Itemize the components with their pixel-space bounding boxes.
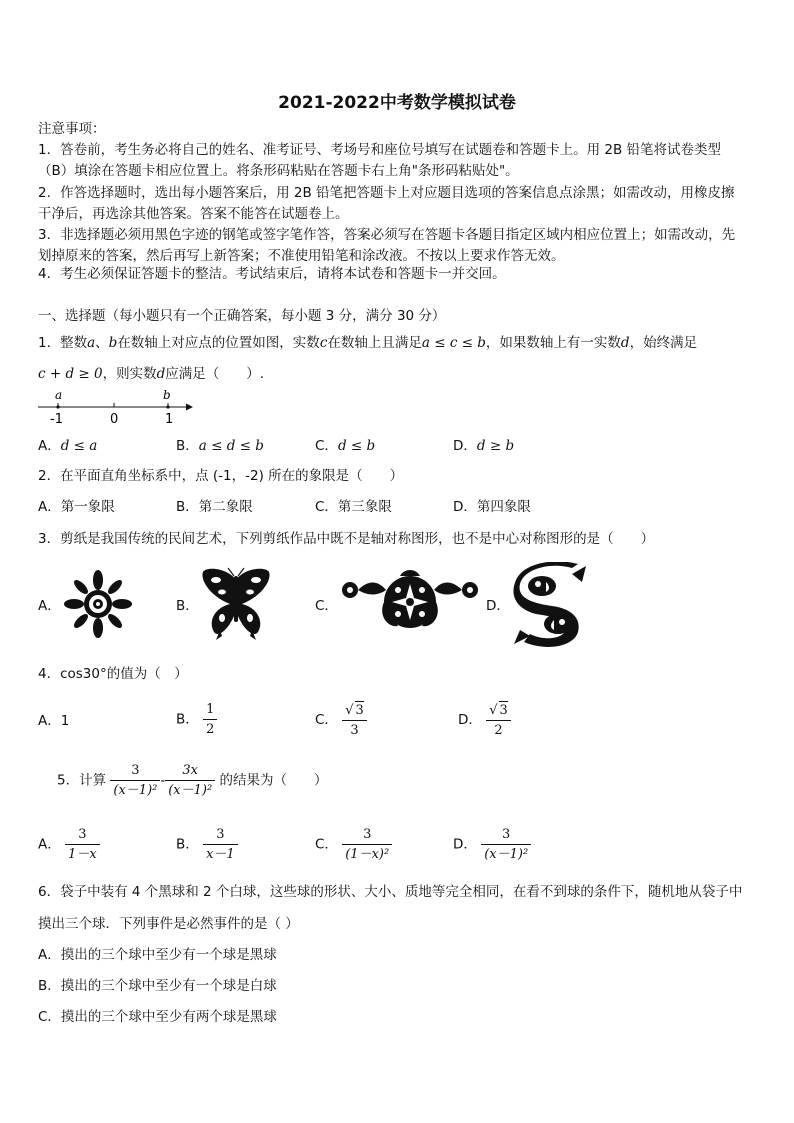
notice-heading: 注意事项： bbox=[38, 121, 106, 137]
notice-line: （B）填涂在答题卡相应位置上。将条形码粘贴在答题卡右上角"条形码粘贴处"。 bbox=[38, 163, 519, 179]
fraction: $\frac{3}{\text{(x－1)²}}$ bbox=[110, 762, 160, 799]
fraction: $\frac{1}{2}$ bbox=[203, 701, 217, 738]
q5-option-c: C． $\frac{3}{\text{(1－x)²}}$ bbox=[315, 826, 392, 863]
number-line-tick: 1 bbox=[165, 412, 174, 427]
butterfly-papercut-icon bbox=[200, 566, 272, 642]
notice-line: 2．作答选择题时，选出每小题答案后，用 2B 铅笔把答题卡上对应题目选项的答案信息点涂黑；如需改动，用橡皮擦 bbox=[38, 185, 735, 201]
notice-line: 4．考生必须保证答题卡的整洁。考试结束后，请将本试卷和答题卡一并交回。 bbox=[38, 266, 506, 282]
question-1-text-cont: c + d ≥ 0，则实数d应满足（ ）. bbox=[38, 366, 265, 382]
notice-line: 干净后，再选涂其他答案。答案不能答在试题卷上。 bbox=[38, 206, 349, 222]
q1-option-a: A．d ≤ a bbox=[38, 438, 98, 454]
q2-option-d: D．第四象限 bbox=[453, 499, 531, 515]
page-title: 2021-2022中考数学模拟试卷 bbox=[278, 93, 516, 113]
question-4-text: 4．cos30°的值为（ ） bbox=[38, 666, 188, 682]
question-1-text: 1．整数a、b在数轴上对应点的位置如图，实数c在数轴上且满足a ≤ c ≤ b，如果数轴上有一实数d，始终满足 bbox=[38, 335, 698, 351]
number-line-tick: -1 bbox=[50, 412, 63, 427]
notice-line: 3．非选择题必须用黑色字迹的钢笔或签字笔作答，答案必须写在答题卡各题目指定区域内相应位置上；如需改动，先 bbox=[38, 227, 736, 243]
number-line-label-b: b bbox=[163, 388, 171, 402]
fraction: $\frac{√ 3}{2}$ bbox=[486, 701, 511, 739]
notice-line: 划掉原来的答案，然后再写上新答案；不准使用铅笔和涂改液。不按以上要求作答无效。 bbox=[38, 248, 565, 264]
question-6-text-cont: 摸出三个球．下列事件是必然事件的是（ ） bbox=[38, 916, 299, 932]
q6-option-c: C．摸出的三个球中至少有两个球是黑球 bbox=[38, 1009, 277, 1025]
number-line-tick: 0 bbox=[110, 412, 119, 427]
q6-option-a: A．摸出的三个球中至少有一个球是黑球 bbox=[38, 947, 277, 963]
fraction: $\frac{3}{\text{(1－x)²}}$ bbox=[342, 826, 392, 863]
question-3-text: 3．剪纸是我国传统的民间艺术，下列剪纸作品中既不是轴对称图形，也不是中心对称图形的是（ ） bbox=[38, 531, 655, 547]
q1-option-b: B．a ≤ d ≤ b bbox=[176, 438, 264, 454]
fraction: $\frac{3x}{\text{(x－1)²}}$ bbox=[165, 762, 215, 799]
question-2-text: 2．在平面直角坐标系中，点 (-1，-2) 所在的象限是（ ） bbox=[38, 468, 404, 484]
q4-option-a: A．1 bbox=[38, 713, 70, 729]
fraction: $\frac{3}{\text{(x－1)²}}$ bbox=[481, 826, 531, 863]
fish-papercut-icon bbox=[512, 562, 588, 650]
q3-option-a: A． bbox=[38, 598, 61, 614]
q3-option-c: C． bbox=[315, 598, 338, 614]
flower-papercut-icon bbox=[64, 570, 132, 638]
q4-option-c: C． $\frac{√ 3}{3}$ bbox=[315, 701, 367, 739]
question-5-text: 5．计算 $\frac{3}{\text{(x－1)²}}$ - $\frac{3x}{\text{(x－1)²}}$ 的结果为（ ） bbox=[57, 763, 328, 798]
q3-option-d: D． bbox=[486, 598, 510, 614]
q4-option-d: D． $\frac{√ 3}{2}$ bbox=[458, 701, 511, 739]
q6-option-b: B．摸出的三个球中至少有一个球是白球 bbox=[38, 978, 277, 994]
lotus-papercut-icon bbox=[338, 566, 482, 636]
q4-option-b: B． $\frac{1}{2}$ bbox=[176, 701, 217, 738]
q2-option-a: A．第一象限 bbox=[38, 499, 115, 515]
q3-option-b: B． bbox=[176, 598, 199, 614]
number-line-figure bbox=[36, 386, 196, 428]
q1-option-c: C．d ≤ b bbox=[315, 438, 376, 454]
fraction: $\frac{3}{1-x}$ bbox=[65, 826, 100, 863]
q5-option-d: D． $\frac{3}{\text{(x－1)²}}$ bbox=[453, 826, 531, 863]
fraction: $\frac{3}{x-1}$ bbox=[203, 826, 238, 863]
fraction: $\frac{√ 3}{3}$ bbox=[342, 701, 367, 739]
question-6-text: 6．袋子中装有 4 个黑球和 2 个白球，这些球的形状、大小、质地等完全相同，在看不到球的条件下，随机地从袋子中 bbox=[38, 884, 743, 900]
q5-option-a: A． $\frac{3}{1-x}$ bbox=[38, 826, 100, 863]
q5-option-b: B． $\frac{3}{x-1}$ bbox=[176, 826, 238, 863]
number-line-label-a: a bbox=[55, 388, 63, 402]
q2-option-c: C．第三象限 bbox=[315, 499, 392, 515]
section-heading: 一、选择题（每小题只有一个正确答案，每小题 3 分，满分 30 分） bbox=[38, 308, 446, 324]
q2-option-b: B．第二象限 bbox=[176, 499, 253, 515]
q1-option-d: D．d ≥ b bbox=[453, 438, 515, 454]
notice-line: 1．答卷前，考生务必将自己的姓名、准考证号、考场号和座位号填写在试题卷和答题卡上。用 2B 铅笔将试卷类型 bbox=[38, 142, 722, 158]
